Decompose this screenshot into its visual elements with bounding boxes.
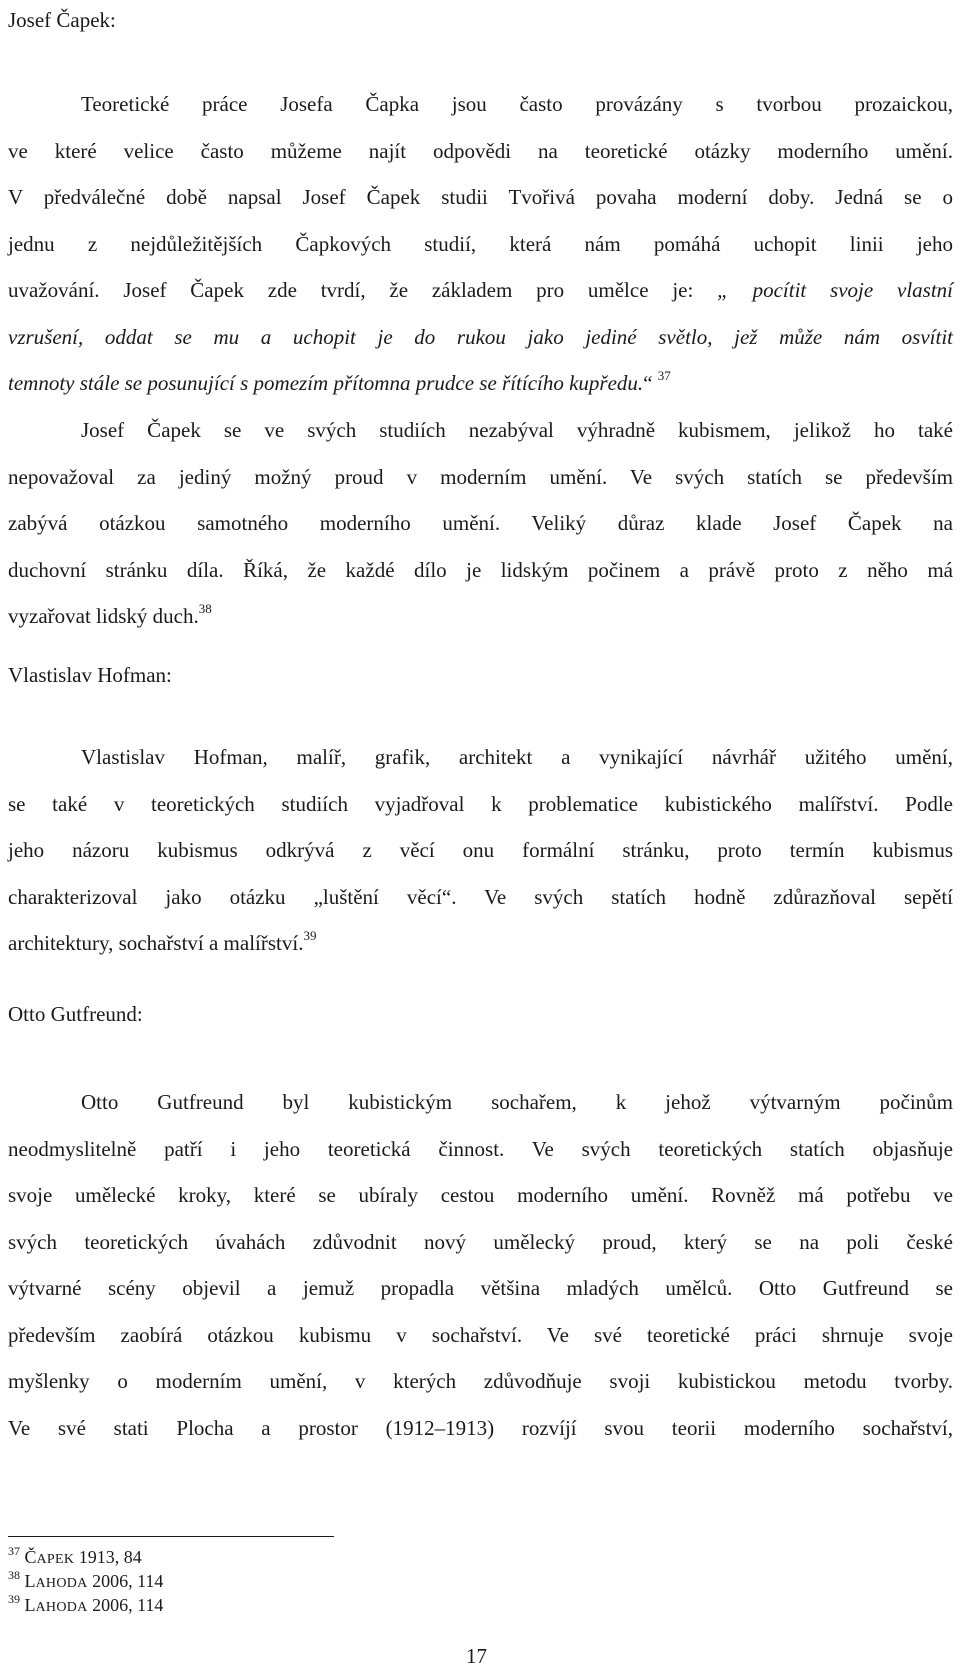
footnote-37	[8, 1544, 142, 1568]
quotation-italic: temnoty stále se posunující s pomezím přítomna prudce se řítícího kupředu.	[8, 371, 644, 395]
footnote-author-rest: AHODA	[35, 1600, 88, 1615]
text-line: zabývá otázkou samotného moderního umění. Veliký důraz klade Josef Čapek na	[8, 511, 953, 535]
text-line: Josef Čapek se ve svých studiích nezabýval výhradně kubismem, jelikož ho také	[81, 418, 953, 442]
text-line: jednu z nejdůležitějších Čapkových studií, která nám pomáhá uchopit linii jeho	[8, 231, 953, 256]
footnote-39	[8, 1592, 164, 1616]
paragraph-capek-2	[8, 407, 953, 640]
text-line: myšlenky o moderním umění, v kterých zdůvodňuje svoji kubistickou metodu tvorby.	[8, 1369, 953, 1393]
footnote-ref: 37	[657, 368, 671, 383]
text-line: jeho názoru kubismus odkrývá z věcí onu formální stránku, proto termín kubismus	[8, 838, 953, 862]
paragraph-gutfreund	[8, 1079, 953, 1451]
footnote-38	[8, 1568, 164, 1592]
text-line: Vlastislav Hofman, malíř, grafik, architekt a vynikající návrhář užitého umění,	[81, 745, 953, 769]
footnote-citation: 1913, 84	[74, 1547, 142, 1567]
quotation-italic: „ pocítit svoje vlastní	[717, 278, 954, 302]
paragraph-capek-1	[8, 81, 953, 407]
footnote-author-rest: AHODA	[35, 1576, 88, 1591]
text-line: duchovní stránku díla. Říká, že každé dílo je lidským počinem a právě proto z něho má	[8, 557, 953, 582]
text-line	[8, 920, 953, 967]
text-line: Otto Gutfreund byl kubistickým sochařem, k jehož výtvarným počinům	[81, 1090, 953, 1114]
text-line: neodmyslitelně patří i jeho teoretická činnost. Ve svých teoretických statích objasňuje	[8, 1136, 953, 1161]
footnote-author-initial: L	[24, 1595, 36, 1615]
text-line	[8, 267, 953, 314]
text-run: vyzařovat lidský duch.	[8, 604, 199, 628]
section-heading-capek: Josef Čapek:	[8, 8, 116, 32]
text-line: svoje umělecké kroky, které se ubíraly cestou moderního umění. Rovněž má potřebu ve	[8, 1183, 953, 1207]
closing-quote: “	[643, 371, 653, 395]
footnote-number: 38	[8, 1568, 20, 1582]
section-heading-gutfreund: Otto Gutfreund:	[8, 1002, 143, 1026]
footnote-author-rest: APEK	[36, 1552, 75, 1567]
footnote-citation: 2006, 114	[87, 1571, 164, 1591]
section-heading-hofman: Vlastislav Hofman:	[8, 663, 172, 687]
text-line: se také v teoretických studiích vyjadřoval k problematice kubistického malířství. Podle	[8, 791, 953, 816]
text-line: Ve své stati Plocha a prostor (1912–1913) rozvíjí svou teorii moderního sochařství,	[8, 1415, 953, 1440]
page-number: 17	[466, 1644, 487, 1668]
text-line	[8, 593, 953, 640]
text-line: V předválečné době napsal Josef Čapek studii Tvořivá povaha moderní doby. Jedná se o	[8, 185, 953, 209]
text-line: ve které velice často můžeme najít odpovědi na teoretické otázky moderního umění.	[8, 138, 953, 163]
text-line	[8, 360, 953, 407]
text-line	[8, 314, 953, 361]
text-line: Teoretické práce Josefa Čapka jsou často provázány s tvorbou prozaickou,	[81, 92, 953, 116]
text-line: výtvarné scény objevil a jemuž propadla většina mladých umělců. Otto Gutfreund se	[8, 1276, 953, 1300]
footnote-author-initial: L	[24, 1571, 36, 1591]
quotation-italic: vzrušení, oddat se mu a uchopit je do rukou jako jediné světlo, jež může nám osvítit	[8, 324, 953, 349]
footnote-separator	[8, 1536, 334, 1537]
footnote-citation: 2006, 114	[87, 1595, 164, 1615]
text-line: svých teoretických úvahách zdůvodnit nový umělecký proud, který se na poli české	[8, 1229, 953, 1254]
text-line: především zaobírá otázkou kubismu v sochařství. Ve své teoretické práci shrnuje svoje	[8, 1322, 953, 1347]
text-line: charakterizoval jako otázku „luštění věcí“. Ve svých statích hodně zdůrazňoval sepětí	[8, 884, 953, 909]
footnote-author-initial: Č	[24, 1547, 37, 1567]
text-line: nepovažoval za jediný možný proud v moderním umění. Ve svých statích se především	[8, 464, 953, 489]
text-run: architektury, sochařství a malířství.	[8, 931, 304, 955]
text-run: uvažování. Josef Čapek zde tvrdí, že základem pro umělce je:	[8, 278, 694, 302]
footnote-ref: 39	[303, 928, 317, 943]
footnote-number: 39	[8, 1592, 20, 1606]
footnote-number: 37	[8, 1544, 20, 1558]
footnote-ref: 38	[198, 601, 212, 616]
paragraph-hofman	[8, 734, 953, 967]
